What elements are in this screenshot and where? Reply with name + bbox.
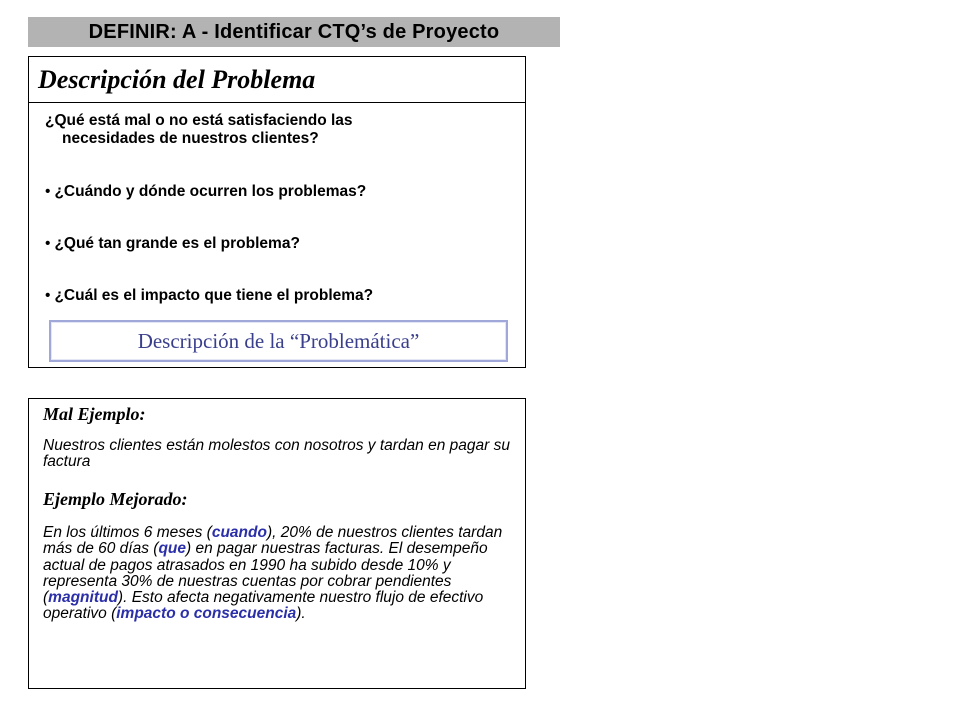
bullet-icon: • <box>45 183 51 200</box>
first-question-line1: ¿Qué está mal o no está satisfaciendo las <box>45 112 353 129</box>
first-question-line2: necesidades de nuestros clientes? <box>62 130 319 147</box>
question-text: ¿Cuándo y dónde ocurren los problemas? <box>54 183 367 200</box>
question-item <box>45 287 515 305</box>
question-text: ¿Qué tan grande es el problema? <box>54 235 300 252</box>
problem-title: Descripción del Problema <box>29 57 525 103</box>
question-item <box>45 183 515 201</box>
bullet-icon: • <box>45 287 51 304</box>
improved-text-part: ). Esto afecta negativamente nuestro flujo de efectivo operativo ( <box>43 589 484 623</box>
highlight-magnitude: magnitud <box>48 589 118 607</box>
first-question <box>45 112 515 148</box>
bad-example-heading: Mal Ejemplo: <box>43 404 146 424</box>
examples-box <box>28 398 526 689</box>
improved-text-part: ), 20% de nuestros clientes tardan más de 60 días ( <box>43 524 503 558</box>
improved-text-part: ) en pagar nuestras facturas. El desempeño actual de pagos atrasados en 1990 ha subido desde 10% y representa 30% de nuestras cuentas por cobrar pendientes ( <box>43 540 488 607</box>
highlight-what: que <box>158 540 187 558</box>
improved-text-part: ). <box>296 605 306 623</box>
problematica-box <box>49 320 508 362</box>
problem-description-box <box>28 56 526 368</box>
improved-example-heading: Ejemplo Mejorado: <box>43 489 188 509</box>
improved-example-text <box>43 525 513 623</box>
highlight-impact: impacto o consecuencia <box>116 605 297 623</box>
highlight-when: cuando <box>211 524 267 541</box>
problematica-label: Descripción de la “Problemática” <box>137 328 420 353</box>
question-item <box>45 235 515 253</box>
question-text: ¿Cuál es el impacto que tiene el problema? <box>54 287 374 304</box>
bullet-icon: • <box>45 235 51 252</box>
header-bar <box>28 17 560 47</box>
improved-text-part: En los últimos 6 meses ( <box>43 524 212 541</box>
bad-example-text: Nuestros clientes están molestos con nosotros y tardan en pagar su factura <box>43 437 510 471</box>
header-title: DEFINIR: A - Identificar CTQ’s de Proyecto <box>88 20 500 43</box>
